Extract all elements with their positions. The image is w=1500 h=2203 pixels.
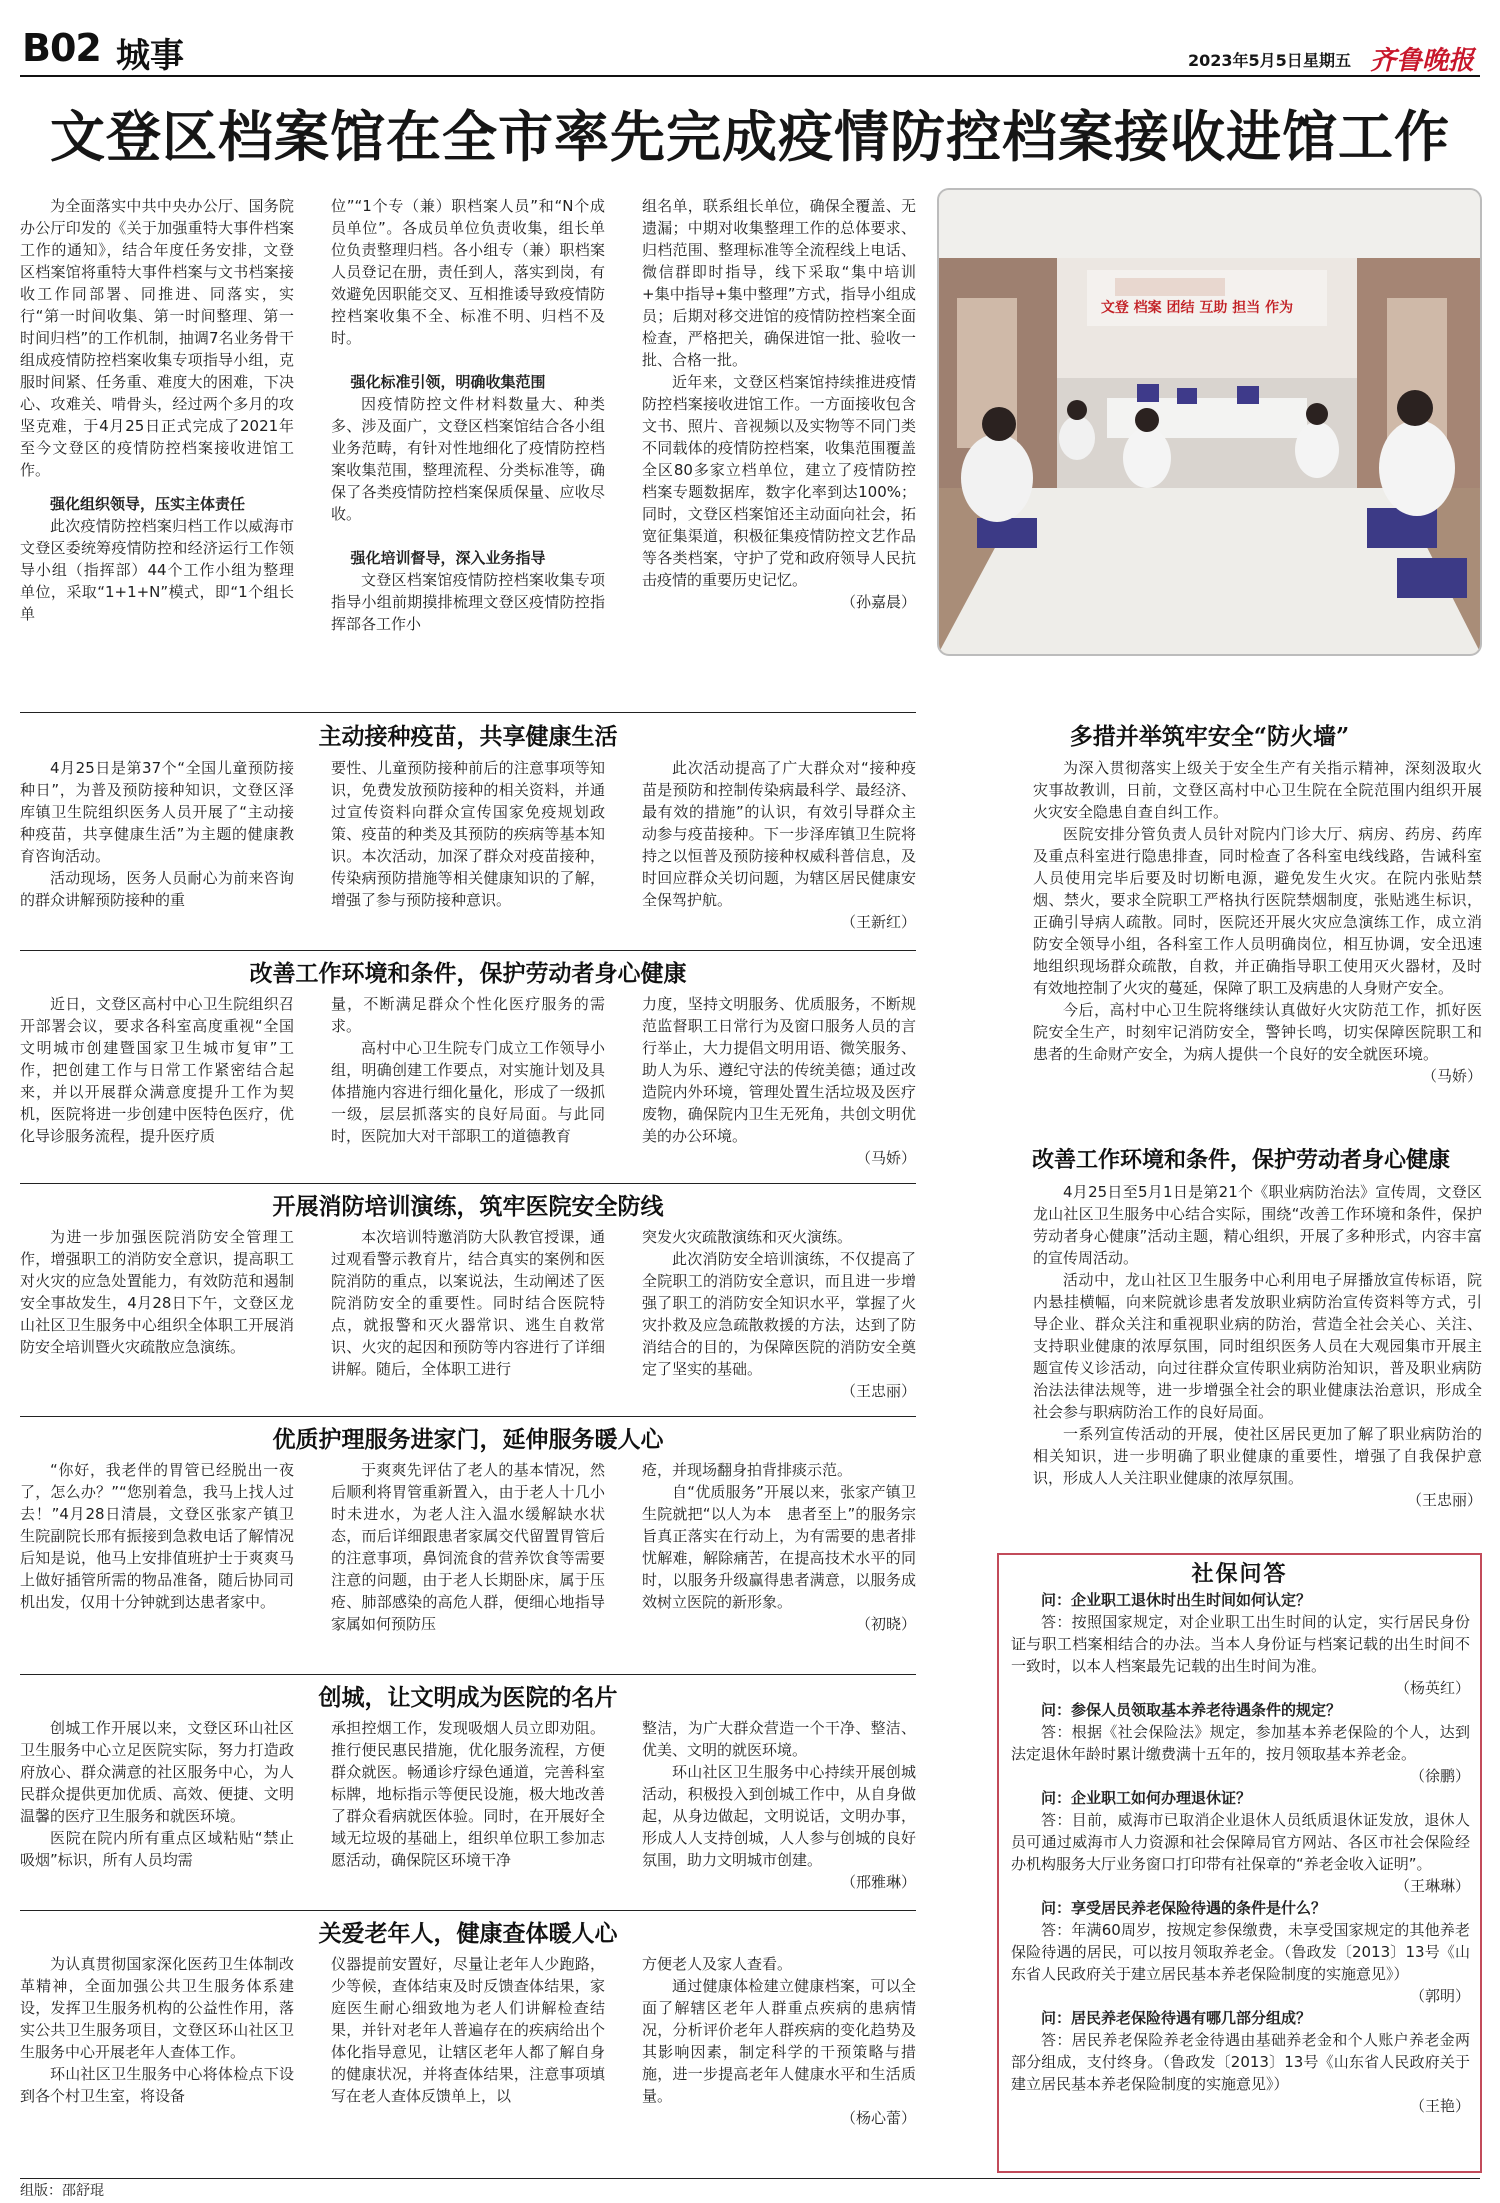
article9-para: 一系列宣传活动的开展，使社区居民更加了解了职业病防治的相关知识，进一步明确了职业健康的重要性，增强了自我保护意识，形成人人关注职业健康的浓厚氛围。: [1033, 1425, 1482, 1487]
article1-para: 因疫情防控文件材料数量大、种类多、涉及面广，文登区档案馆结合各小组业务范畴，有针对性地细化了疫情防控档案收集范围，整理流程、分类标准等，确保了各类疫情防控档案保质保量、应收尽收。: [331, 395, 605, 523]
article2-para: 4月25日是第37个“全国儿童预防接种日”，为普及预防接种知识，文登区泽库镇卫生院组织医务人员开展了“主动接种疫苗，共享健康生活”为主题的健康教育咨询活动。: [20, 759, 294, 865]
article4-col3: [642, 1226, 916, 1410]
article5-title: 优质护理服务进家门，延伸服务暖人心: [272, 1426, 664, 1453]
qa-box: [997, 1553, 1482, 2173]
article4-para: 本次培训特邀消防大队教官授课，通过观看警示教育片，结合真实的案例和医院消防的重点，以案说法，生动阐述了医院消防安全的重要性。同时结合医院特点，就报警和灭火器常识、逃生自救常识、火灾的起因和预防等内容进行了详细讲解。随后，全体职工进行: [331, 1228, 605, 1378]
article1-para: 文登区档案馆疫情防控档案收集专项指导小组前期摸排梳理文登区疫情防控指挥部各工作小: [331, 571, 605, 633]
article9-para: 活动中，龙山社区卫生服务中心利用电子屏播放宣传标语，院内悬挂横幅，向来院就诊患者发放职业病防治宣传资料等方式，引导企业、群众关注和重视职业病的防治，营造全社会关心、关注、支持职业健康的浓厚氛围，同时组织医务人员在大观园集市开展主题宣传义诊活动，向过往群众宣传职业病防治知识，普及职业病防治法法律法规等，进一步增强全社会的职业健康法治意识，形成全社会参与职病防治工作的良好局面。: [1033, 1271, 1482, 1421]
article1-author: （孙嘉晨）: [840, 593, 916, 611]
qa-question: 问：享受居民养老保险待遇的条件是什么？: [1041, 1899, 1327, 1917]
article5-author: （初晓）: [855, 1615, 916, 1633]
article4-rule: [20, 1416, 916, 1417]
article3-author: （马娇）: [855, 1149, 916, 1167]
qa-item: [1011, 2007, 1470, 2117]
article7-title: 关爱老年人，健康查体暖人心: [318, 1920, 618, 1947]
qa-answer: 答：目前，威海市已取消企业退休人员纸质退休证发放，退休人员可通过威海市人力资源和社会保障局官方网站、各区市社会保险经办机构服务大厅业务窗口打印带有社保章的“养老金收入证明”。: [1011, 1811, 1470, 1873]
qa-question: 问：参保人员领取基本养老待遇条件的规定？: [1041, 1701, 1342, 1719]
article1-para: 近年来，文登区档案馆持续推进疫情防控档案接收进馆工作。一方面接收包含文书、照片、音视频以及实物等不同门类不同载体的疫情防控档案，收集范围覆盖全区80多家立档单位，建立了疫情防控档案专题数据库，数字化率到达100%；同时，文登区档案馆还主动面向社会，拓宽征集渠道，积极征集疫情防控文艺作品等各类档案，守护了党和政府领导人民抗击疫情的重要历史记忆。: [642, 373, 916, 589]
qa-question: 问：企业职工如何办理退休证？: [1041, 1789, 1252, 1807]
qa-answer: 答：根据《社会保险法》规定，参加基本养老保险的个人，达到法定退休年龄时累计缴费满十五年的，按月领取基本养老金。: [1011, 1723, 1470, 1763]
article3-para: 高村中心卫生院专门成立工作领导小组，明确创建工作要点，对实施计划及具体措施内容进行细化量化，形成了一级抓一级，层层抓落实的良好局面。与此同时，医院加大对干部职工的道德教育: [331, 1039, 605, 1145]
article3-col3: [642, 993, 916, 1177]
article3-para: 近日，文登区高村中心卫生院组织召开部署会议，要求各科室高度重视“全国文明城市创建暨国家卫生城市复审”工作，把创建工作与日常工作紧密结合起来，并以开展群众满意度提升工作为契机，医院将进一步创建中医特色医疗，优化导诊服务流程，提升医疗质: [20, 995, 294, 1145]
article6-para: 承担控烟工作，发现吸烟人员立即劝阻。推行便民惠民措施，优化服务流程，方便群众就医。畅通诊疗绿色通道，完善科室标牌，地标指示等便民设施，极大地改善了群众看病就医体验。同时，在开展好全域无垃圾的基础上，组织单位职工参加志愿活动，确保院区环境干净: [331, 1719, 605, 1869]
section-name: 城事: [116, 36, 184, 76]
article2-title: 主动接种疫苗，共享健康生活: [318, 723, 618, 750]
article1-subhead2: 强化标准引领，明确收集范围: [350, 373, 546, 391]
qa-author: （王琳琳）: [1394, 1877, 1470, 1895]
article5-para: 于爽爽先评估了老人的基本情况，然后顺利将胃管重新置入，由于老人十几小时未进水，为老人注入温水缓解缺水状态，而后详细跟患者家属交代留置胃管后的注意事项，鼻饲流食的营养饮食等需要注意的问题，由于老人长期卧床，属于压疮、肺部感染的高危人群，便细心地指导家属如何预防压: [331, 1461, 605, 1633]
article1-subhead1: 强化组织领导，压实主体责任: [50, 495, 246, 513]
article1-para: 为全面落实中共中央办公厅、国务院办公厅印发的《关于加强重特大事件档案工作的通知》，结合年度任务安排，文登区档案馆将重特大事件档案与文书档案接收工作同部署、同推进、同落实，实行“第一时间收集、第一时间整理、第一时间归档”的工作机制，抽调7名业务骨干组成疫情防控档案收集专项指导小组，克服时间紧、任务重、难度大的困难，下决心、攻难关、啃骨头，经过两个多月的攻坚克难，于4月25日正式完成了2021年至今文登区的疫情防控档案接收进馆工作。: [20, 197, 294, 479]
issue-date: 2023年5月5日: [1188, 51, 1303, 70]
article9-body: [1033, 1181, 1482, 1551]
qa-answer: 答：居民养老保险养老金待遇由基础养老金和个人账户养老金两部分组成，支付终身。（鲁政发〔2013〕13号《山东省人民政府关于建立居民基本养老保险制度的实施意见》）: [1011, 2031, 1470, 2093]
qa-item: [1011, 1897, 1470, 2007]
article5-col3: [642, 1459, 916, 1667]
article4-col1: [20, 1226, 294, 1410]
qa-list: [999, 1589, 1480, 2169]
article5-para: 疮，并现场翻身拍背排痰示范。: [642, 1461, 853, 1479]
qa-author: （徐鹏）: [1409, 1767, 1470, 1785]
article3-title: 改善工作环境和条件，保护劳动者身心健康: [249, 960, 687, 987]
qa-answer: 答：年满60周岁，按规定参保缴费，未享受国家规定的其他养老保险待遇的居民，可以按月领取养老金。（鲁政发〔2013〕13号《山东省人民政府关于建立居民基本养老保险制度的实施意见》）: [1011, 1921, 1470, 1983]
article4-col2: [331, 1226, 605, 1410]
article6-title: 创城，让文明成为医院的名片: [318, 1684, 618, 1711]
article6-para: 医院在院内所有重点区域粘贴“禁止吸烟”标识，所有人员均需: [20, 1829, 294, 1869]
qa-question: 问：居民养老保险待遇有哪几部分组成？: [1041, 2009, 1312, 2027]
article6-col1: [20, 1717, 294, 1903]
archive-office-photo: [937, 188, 1482, 656]
article3-para: 力度，坚持文明服务、优质服务，不断规范监督职工日常行为及窗口服务人员的言行举止，大力提倡文明用语、微笑服务、助人为乐、遵纪守法的传统美德；通过改造院内外环境，管理处置生活垃圾及医疗废物，确保院内卫生无死角，共创文明优美的办公环境。: [642, 995, 916, 1145]
article1-col3: [642, 195, 916, 707]
article2-col3: [642, 757, 916, 943]
issue-weekday: 星期五: [1303, 51, 1352, 70]
article2-rule: [20, 950, 916, 951]
footer-rule: [20, 2178, 1480, 2179]
article6-para: 环山社区卫生服务中心持续开展创城活动，积极投入到创城工作中，从自身做起，从身边做起，文明说话，文明办事，形成人人支持创城，人人参与创城的良好氛围，助力文明城市创建。: [642, 1763, 916, 1869]
article6-col3: [642, 1717, 916, 1903]
article1-para: 组名单，联系组长单位，确保全覆盖、无遗漏；中期对收集整理工作的总体要求、归档范围、整理标准等全流程线上电话、微信群即时指导，线下采取“集中培训+集中指导+集中整理”方式，指导小组成员；后期对移交进馆的疫情防控档案全面检查，严格把关，确保进馆一批、验收一批、合格一批。: [642, 197, 916, 369]
article7-author: （杨心蕾）: [840, 2109, 916, 2127]
qa-author: （杨英红）: [1394, 1679, 1470, 1697]
qa-item: [1011, 1699, 1470, 1787]
article5-col1: [20, 1459, 294, 1667]
article2-col2: [331, 757, 605, 943]
article3-rule: [20, 1183, 916, 1184]
article7-col1: [20, 1953, 294, 2165]
qa-answer: 答：按照国家规定，对企业职工出生时间的认定，实行居民身份证与职工档案相结合的办法。当本人身份证与档案记载的出生时间不一致时，以本人档案最先记载的出生时间为准。: [1011, 1613, 1470, 1675]
article1-subhead3: 强化培训督导，深入业务指导: [350, 549, 546, 567]
article1-para: 此次疫情防控档案归档工作以威海市文登区委统筹疫情防控和经济运行工作领导小组（指挥部）44个工作小组为整理单位，采取“1+1+N”模式，即“1个组长单: [20, 517, 294, 623]
headline: 文登区档案馆在全市率先完成疫情防控档案接收进馆工作: [49, 104, 1450, 169]
article4-para: 为进一步加强医院消防安全管理工作，增强职工的消防安全意识，提高职工对火灾的应急处置能力，有效防范和遏制安全事故发生，4月28日下午，文登区龙山社区卫生服务中心组织全体职工开展消防安全培训暨火灾疏散应急演练。: [20, 1228, 294, 1356]
article7-para: 环山社区卫生服务中心将体检点下设到各个村卫生室，将设备: [20, 2065, 294, 2105]
article6-para: 整洁，为广大群众营造一个干净、整洁、优美、文明的就医环境。: [642, 1719, 916, 1759]
article4-title: 开展消防培训演练，筑牢医院安全防线: [272, 1193, 664, 1220]
article9-para: 4月25日至5月1日是第21个《职业病防治法》宣传周，文登区龙山社区卫生服务中心结合实际，围绕“改善工作环境和条件，保护劳动者身心健康”活动主题，精心组织，开展了多种形式，内容丰富的宣传周活动。: [1033, 1183, 1482, 1267]
article6-col2: [331, 1717, 605, 1903]
qa-item: [1011, 1787, 1470, 1897]
qa-author: （郭明）: [1409, 1987, 1470, 2005]
editor-credit: 组版：邵舒琨: [20, 2183, 104, 2199]
article2-para: 要性、儿童预防接种前后的注意事项等知识，免费发放预防接种的相关资料，并通过宣传资料向群众宣传国家免疫规划政策、疫苗的种类及其预防的疾病等基本知识。本次活动，加深了群众对疫苗接种，传染病预防措施等相关健康知识的了解，增强了参与预防接种意识。: [331, 759, 605, 909]
article4-para: 此次消防安全培训演练，不仅提高了全院职工的消防安全意识，而且进一步增强了职工的消防安全知识水平，掌握了火灾扑救及应急疏散救援的方法，达到了防消结合的目的，为保障医院的消防安全奠定了坚实的基础。: [642, 1250, 916, 1378]
article2-para: 此次活动提高了广大群众对“接种疫苗是预防和控制传染病最科学、最经济、最有效的措施”的认识，有效引导群众主动参与疫苗接种。下一步泽库镇卫生院将持之以恒普及预防接种权威科普信息，及时回应群众关切问题，为辖区居民健康安全保驾护航。: [642, 759, 916, 909]
article3-col2: [331, 993, 605, 1177]
newspaper-logo: 齐鲁晚报: [1370, 46, 1475, 76]
article8-body: [1033, 757, 1482, 1133]
article3-col1: [20, 993, 294, 1177]
qa-author: （王艳）: [1409, 2097, 1470, 2115]
article8-author: （马娇）: [1421, 1067, 1482, 1085]
section-number: B02: [22, 26, 101, 70]
article7-col2: [331, 1953, 605, 2165]
qa-item: [1011, 1589, 1470, 1699]
article6-rule: [20, 1910, 916, 1911]
article3-para: 量，不断满足群众个性化医疗服务的需求。: [331, 995, 605, 1035]
article5-para: “你好，我老伴的胃管已经脱出一夜了，怎么办？”“您别着急，我马上找人过去！”4月28日清晨，文登区张家产镇卫生院副院长邢有振接到急救电话了解情况后知是说，他马上安排值班护士于爽爽马上做好插管所需的物品准备，随后协同司机出发，仅用十分钟就到达患者家中。: [20, 1461, 294, 1611]
article2-author: （王新红）: [840, 913, 916, 931]
article1-para: 位”“1个专（兼）职档案人员”和“N个成员单位”。各成员单位负责收集，组长单位负责整理归档。各小组专（兼）职档案人员登记在册，责任到人，落实到岗，有效避免因职能交叉、互相推诿导致疫情防控档案收集不全、标准不明、归档不及时。: [331, 197, 605, 347]
article8-title: 多措并举筑牢安全“防火墙”: [1069, 723, 1350, 750]
qa-title: 社保问答: [1191, 1561, 1288, 1587]
article5-col2: [331, 1459, 605, 1667]
article6-para: 创城工作开展以来，文登区环山社区卫生服务中心立足医院实际，努力打造政府放心、群众满意的社区服务中心，为人民群众提供更加优质、高效、便捷、文明温馨的医疗卫生服务和就医环境。: [20, 1719, 294, 1825]
article5-rule: [20, 1674, 916, 1675]
article6-author: （邢雅琳）: [840, 1873, 916, 1891]
article7-col3: [642, 1953, 916, 2165]
article1-col1: [20, 195, 294, 685]
article2-para: 活动现场，医务人员耐心为前来咨询的群众讲解预防接种的重: [20, 869, 294, 909]
wall-sign-text: 文登 档案 团结 互助 担当 作为: [1100, 300, 1294, 316]
header-rule: [20, 75, 1480, 77]
article1-rule: [20, 712, 916, 713]
article4-para: 突发火灾疏散演练和灭火演练。: [642, 1228, 853, 1246]
article9-title: 改善工作环境和条件，保护劳动者身心健康: [1031, 1147, 1450, 1173]
article8-para: 今后，高村中心卫生院将继续认真做好火灾防范工作，抓好医院安全生产，时刻牢记消防安全，警钟长鸣，切实保障医院职工和患者的生命财产安全，为病人提供一个良好的安全就医环境。: [1033, 1001, 1482, 1063]
article8-para: 为深入贯彻落实上级关于安全生产有关指示精神，深刻汲取火灾事故教训，日前，文登区高村中心卫生院在全院范围内组织开展火灾安全隐患自查自纠工作。: [1033, 759, 1482, 821]
photo-frame: [937, 188, 1482, 656]
article9-author: （王忠丽）: [1406, 1491, 1482, 1509]
article4-author: （王忠丽）: [840, 1382, 916, 1400]
qa-question: 问：企业职工退休时出生时间如何认定？: [1041, 1591, 1312, 1609]
article1-col2: [331, 195, 605, 685]
article7-para: 为认真贯彻国家深化医药卫生体制改革精神，全面加强公共卫生服务体系建设，发挥卫生服务机构的公益性作用，落实公共卫生服务项目，文登区环山社区卫生服务中心开展老年人查体工作。: [20, 1955, 294, 2061]
article7-para: 方便老人及家人查看。: [642, 1955, 793, 1973]
article7-para: 通过健康体检建立健康档案，可以全面了解辖区老年人群重点疾病的患病情况，分析评价老年人群疾病的变化趋势及其影响因素，制定科学的干预策略与措施，进一步提高老年人健康水平和生活质量。: [642, 1977, 916, 2105]
article2-col1: [20, 757, 294, 943]
article5-para: 自“优质服务”开展以来，张家产镇卫生院就把“以人为本 患者至上”的服务宗旨真正落实在行动上，为有需要的患者排忧解难，解除痛苦，在提高技术水平的同时，以服务升级赢得患者满意，以服务成效树立医院的新形象。: [642, 1483, 916, 1611]
article7-para: 仪器提前安置好，尽量让老年人少跑路，少等候，查体结束及时反馈查体结果，家庭医生耐心细致地为老人们讲解检查结果，并针对老年人普遍存在的疾病给出个体化指导意见，让辖区老年人都了解自身的健康状况，并将查体结果，注意事项填写在老人查体反馈单上，以: [331, 1955, 605, 2105]
article8-para: 医院安排分管负责人员针对院内门诊大厅、病房、药房、药库及重点科室进行隐患排查，同时检查了各科室电线线路，告诫科室人员使用完毕后要及时切断电源，避免发生火灾。在院内张贴禁烟、禁火，要求全院职工严格执行医院禁烟制度，张贴逃生标识，正确引导病人疏散。同时，医院还开展火灾应急演练工作，成立消防安全领导小组，各科室工作人员明确岗位，相互协调，安全迅速地组织现场群众疏散，自救，并正确指导职工使用灭火器材，及时有效地控制了火灾的蔓延，保障了职工及病患的人身财产安全。: [1033, 825, 1482, 997]
